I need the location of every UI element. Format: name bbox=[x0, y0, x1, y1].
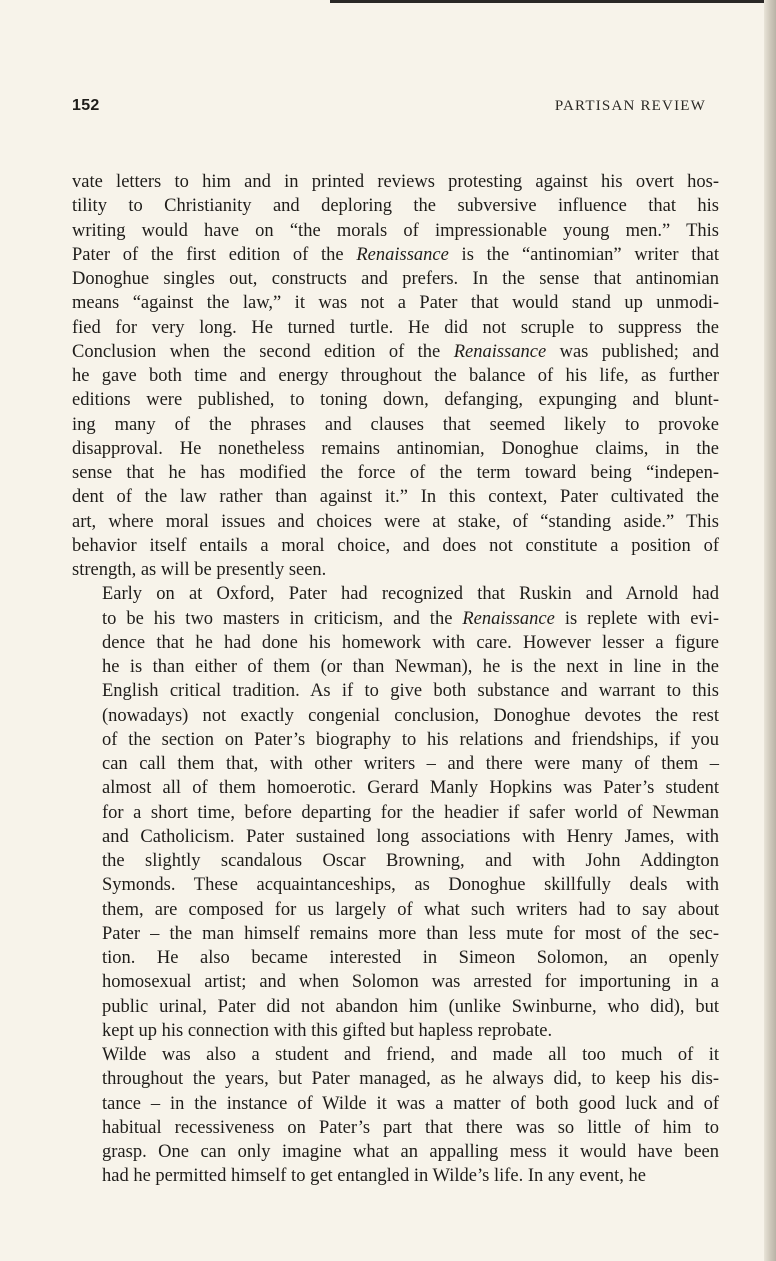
text-line: tion. He also became interested in Simeon Solomon, an openly bbox=[102, 948, 719, 968]
page-top-edge bbox=[330, 0, 776, 3]
book-spine-edge bbox=[764, 0, 776, 1261]
page-number: 152 bbox=[72, 97, 100, 114]
text-line: means “against the law,” it was not a Pater that would stand up unmodi- bbox=[72, 293, 719, 314]
text-line: Wilde was also a student and friend, and made all too much of it bbox=[102, 1045, 719, 1065]
text-line: throughout the years, but Pater managed, as he always did, to keep his dis- bbox=[102, 1069, 719, 1090]
italic-title: Renaissance bbox=[462, 608, 555, 629]
body-text bbox=[72, 170, 719, 1189]
text-line: he is than either of them (or than Newman), he is the next in line in the bbox=[102, 657, 719, 677]
text-line: dence that he had done his homework with care. However lesser a figure bbox=[102, 632, 719, 653]
text-line: the slightly scandalous Oscar Browning, and with John Addington bbox=[102, 851, 719, 871]
text-line: art, where moral issues and choices were at stake, of “standing aside.” This bbox=[72, 511, 719, 532]
text-line: fied for very long. He turned turtle. He did not scruple to suppress the bbox=[72, 317, 719, 338]
running-head: PARTISAN REVIEW bbox=[554, 98, 706, 114]
text-line: habitual recessiveness on Pater’s part that there was so little of him to bbox=[102, 1117, 719, 1138]
text-line: for a short time, before departing for the headier if safer world of Newman bbox=[102, 802, 719, 823]
text-line: Pater of the first edition of the Renaissance is the “antinomian” writer that bbox=[72, 244, 719, 265]
text-line: English critical tradition. As if to give both substance and warrant to this bbox=[102, 681, 719, 702]
text-line: editions were published, to toning down, defanging, expunging and blunt- bbox=[72, 390, 719, 411]
text-line: Symonds. These acquaintanceships, as Donoghue skillfully deals with bbox=[102, 875, 719, 896]
text-line: Early on at Oxford, Pater had recognized that Ruskin and Arnold had bbox=[102, 584, 719, 605]
text-line: them, are composed for us largely of what such writers had to say about bbox=[102, 899, 719, 920]
text-line: Pater – the man himself remains more than less mute for most of the sec- bbox=[102, 923, 719, 944]
text-line: had he permitted himself to get entangled in Wilde’s life. In any event, he bbox=[102, 1166, 646, 1187]
text-line: tility to Christianity and deploring the subversive influence that his bbox=[72, 196, 719, 217]
text-line: ing many of the phrases and clauses that seemed likely to provoke bbox=[72, 414, 719, 435]
paragraph bbox=[72, 582, 719, 1043]
paragraph bbox=[72, 1043, 719, 1189]
text-line: homosexual artist; and when Solomon was arrested for importuning in a bbox=[102, 972, 719, 993]
text-line: can call them that, with other writers – and there were many of them – bbox=[102, 754, 719, 774]
text-line: strength, as will be presently seen. bbox=[72, 560, 327, 580]
text-line: behavior itself entails a moral choice, and does not constitute a position of bbox=[72, 535, 719, 556]
text-line: Conclusion when the second edition of the Renaissance was published; and bbox=[72, 341, 720, 362]
italic-title: Renaissance bbox=[453, 341, 547, 362]
text-line: Donoghue singles out, constructs and prefers. In the sense that antinomian bbox=[72, 269, 719, 289]
text-line: disapproval. He nonetheless remains antinomian, Donoghue claims, in the bbox=[72, 438, 719, 459]
text-line: kept up his connection with this gifted but hapless reprobate. bbox=[102, 1020, 553, 1041]
text-line: dent of the law rather than against it.” In this context, Pater cultivated the bbox=[72, 487, 719, 508]
text-line: vate letters to him and in printed reviews protesting against his overt hos- bbox=[72, 172, 719, 192]
text-line: of the section on Pater’s biography to his relations and friendships, if you bbox=[102, 729, 719, 750]
text-line: he gave both time and energy throughout the balance of his life, as further bbox=[72, 366, 719, 386]
text-line: to be his two masters in criticism, and the Renaissance is replete with evi- bbox=[102, 608, 719, 629]
paragraph bbox=[72, 170, 719, 582]
text-line: almost all of them homoerotic. Gerard Manly Hopkins was Pater’s student bbox=[102, 778, 719, 799]
text-line: (nowadays) not exactly congenial conclusion, Donoghue devotes the rest bbox=[102, 705, 719, 726]
text-line: grasp. One can only imagine what an appalling mess it would have been bbox=[102, 1142, 719, 1162]
italic-title: Renaissance bbox=[356, 244, 449, 265]
text-line: writing would have on “the morals of impressionable young men.” This bbox=[72, 220, 719, 241]
text-line: public urinal, Pater did not abandon him (unlike Swinburne, who did), but bbox=[102, 996, 719, 1017]
text-line: tance – in the instance of Wilde it was a matter of both good luck and of bbox=[102, 1093, 719, 1114]
text-line: sense that he has modified the force of the term toward being “indepen- bbox=[72, 463, 719, 483]
text-line: and Catholicism. Pater sustained long associations with Henry James, with bbox=[102, 826, 719, 847]
